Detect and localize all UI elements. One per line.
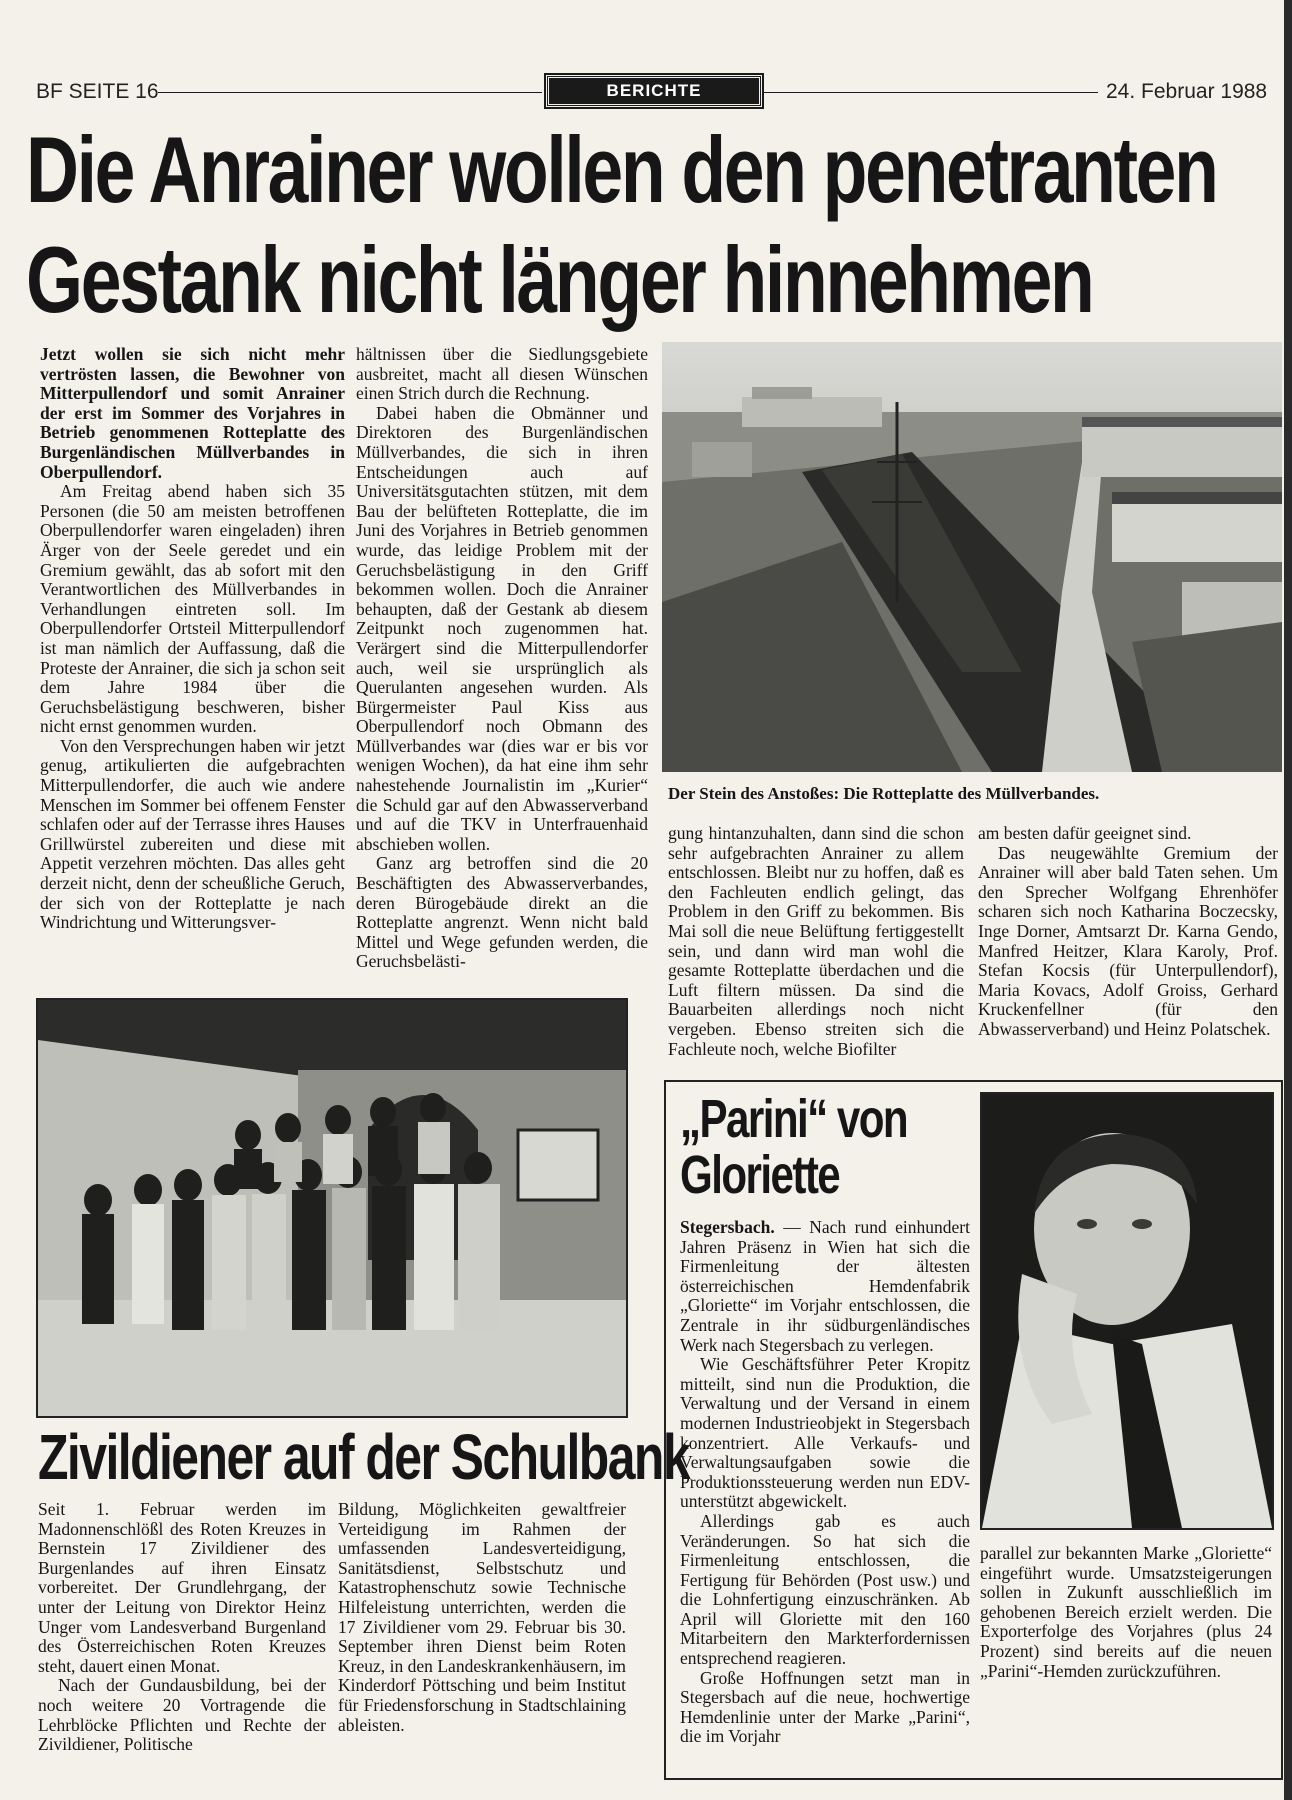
main-article-column-4 xyxy=(978,824,1278,1040)
parini-dateline: Stegersbach. xyxy=(680,1217,775,1237)
rotteplatte-photo-caption: Der Stein des Anstoßes: Die Rotteplatte des Müllverbandes. xyxy=(668,784,1100,803)
parini-portrait-photo xyxy=(980,1092,1274,1530)
zivildiener-paragraph: Bildung, Möglichkeiten gewaltfreier Verteidigung im Rahmen der umfassenden Landesverteidigung, Sanitätsdienst, Selbstschutz und Katastrophenschutz sowie Technische Hilfeleistung unterrichten, werden die 17 Zivildiener vom 29. Februar bis 30. September ihren Dienst beim Roten Kreuz, in den Landeskrankenhäusern, im Kinderdorf Pöttsching und beim Institut für Friedensforschung in Stadtschlaining ableisten. xyxy=(338,1499,626,1735)
main-article-lead: Jetzt wollen sie sich nicht mehr vertrösten lassen, die Bewohner von Mitterpullendorf und somit Anrainer der erst im Sommer des Vorjahres in Betrieb genommenen Rotteplatte des Burgenländischen Müllverbandes in Oberpullendorf. xyxy=(40,344,345,482)
rotteplatte-photo xyxy=(662,342,1282,772)
header-rule-right xyxy=(762,92,1098,93)
parini-paragraph: Große Hoffnungen setzt man in Stegersbach auf die neue, hochwertige Hemdenlinie unter der Marke „Parini“, die im Vorjahr xyxy=(680,1667,970,1747)
main-headline-line1: Die Anrainer wollen den penetranten xyxy=(26,117,1217,222)
parini-headline-line1: „Parini“ von xyxy=(680,1089,908,1149)
main-article-column-3 xyxy=(668,824,964,1059)
main-article-paragraph: Dabei haben die Obmänner und Direktoren des Burgenländischen Müllverbandes, die sich in ihren Entscheidungen auch auf Universitätsgutachten stützen, mit dem Bau der belüfteten Rotteplatte, die im Juni des Vorjahres in Betrieb genommen wurde, das leidige Problem mit der Geruchsbelästigung in den Griff bekommen wollen. Doch die Anrainer behaupten, daß der Gestank ab diesem Zeitpunkt noch zugenommen hat. Verärgert sind die Mitterpullendorfer auch, weil sie ursprünglich als Querulanten angesehen wurden. Als Bürgermeister Paul Kiss aus Oberpullendorf noch Obmann des Müllverbandes war (dies war er bis vor wenigen Wochen), da hat eine ihm sehr nahestehende Journalistin im „Kurier“ die Schuld gar auf den Abwasserverband und auf die TKV in Unterfrauenhaid abschieben wollen. xyxy=(356,402,648,854)
zivildiener-column-2 xyxy=(338,1500,626,1735)
main-article-paragraph: Von den Versprechungen haben wir jetzt genug, artikulierten die aufgebrachten Mitterpullendorfer, die auch wie andere Menschen im Sommer bei offenem Fenster schlafen oder auf der Terrasse ihres Hauses Grillwürstel zubereiten und diese mit Appetit verzehren möchten. Das alles geht derzeit nicht, denn der scheußliche Geruch, der sich von der Rotteplatte je nach Windrichtung und Witterungsver- xyxy=(40,735,345,933)
parini-paragraph: Wie Geschäftsführer Peter Kropitz mitteilt, sind nun die Produktion, die Verwaltung und der Versand in einem modernen Industrieobjekt in Stegersbach konzentriert. Alle Verkaufs- und Verwaltungsaufgaben sowie die Produktionssteuerung werden nun EDV-unterstützt abgewickelt. xyxy=(680,1354,970,1512)
zivildiener-group-photo xyxy=(36,998,628,1418)
header-rule-left xyxy=(158,92,542,93)
parini-portrait-photo-image xyxy=(982,1094,1272,1528)
page-edge xyxy=(1284,0,1292,1800)
parini-headline-line2: Gloriette xyxy=(680,1145,840,1205)
zivildiener-headline: Zivildiener auf der Schulbank xyxy=(38,1421,690,1493)
zivildiener-paragraph: Seit 1. Februar werden im Madonnenschlößl des Roten Kreuzes in Bernstein 17 Zivildiener des Burgenlandes auf ihren Einsatz vorbereitet. Der Grundlehrgang, der unter der Leitung von Direktor Heinz Unger vom Landesverband Burgenland des Österreichischen Roten Kreuzes steht, dauert einen Monat. xyxy=(38,1499,326,1676)
main-article-paragraph: hältnissen über die Siedlungsgebiete ausbreitet, macht all diesen Wünschen einen Strich durch die Rechnung. xyxy=(356,344,648,404)
zivildiener-column-1 xyxy=(38,1500,326,1755)
zivildiener-paragraph: Nach der Gundausbildung, bei der noch weitere 20 Vortragende die Lehrblöcke Pflichten und Rechte der Zivildiener, Politische xyxy=(38,1675,326,1755)
rotteplatte-photo-image xyxy=(662,342,1282,772)
main-article-paragraph: gung hintanzuhalten, dann sind die schon sehr aufgebrachten Anrainer zu allem entschlossen. Bleibt nur zu hoffen, daß es den Fachleuten endlich gelingt, das Problem in den Griff zu bekommen. Bis Mai soll die neue Belüftung fertiggestellt sein, und dann wird man wohl die gesamte Rotteplatte überdachen und die Luft filtern müssen. Da sind die Bauarbeiten allerdings noch nicht vergeben. Ebenso streiten sich die Fachleute noch, welche Biofilter xyxy=(668,823,964,1059)
parini-paragraph xyxy=(680,1218,970,1355)
issue-date: 24. Februar 1988 xyxy=(1106,80,1268,103)
parini-paragraph-text: — Nach rund einhundert Jahren Präsenz in Wien hat sich die Firmenleitung der ältesten österreichischen Hemdenfabrik „Gloriette“ im Vorjahr entschlossen, die Zentrale in ihr südburgenländisches Werk nach Stegersbach zu verlegen. xyxy=(680,1217,970,1355)
parini-paragraph: parallel zur bekannten Marke „Gloriette“ eingeführt wurde. Umsatzsteigerungen sollen in Zukunft ausschließlich im gehobenen Bereich erzielt werden. Die Exporterfolge des Vorjahres (plus 24 Prozent) sind bereits auf die neuen „Parini“-Hemden zurückzuführen. xyxy=(980,1543,1272,1681)
page-label: BF SEITE 16 xyxy=(36,80,159,103)
main-article-paragraph: Das neugewählte Gremium der Anrainer will aber bald Taten sehen. Um den Sprecher Wolfgang Ehrenhöfer scharen sich noch Katharina Boczecsky, Inge Dorner, Amtsarzt Dr. Karna Gendo, Manfred Heitzer, Klara Karoly, Prof. Stefan Kocsis (für Unterpullendorf), Maria Kovacs, Adolf Groiss, Gerhard Kruckenfellner (für den Abwasserverband) und Heinz Polatschek. xyxy=(978,842,1278,1039)
zivildiener-group-photo-image xyxy=(38,1000,626,1416)
parini-paragraph: Allerdings gab es auch Veränderungen. So hat sich die Firmenleitung entschlossen, die Fertigung für Behörden (Post usw.) und die Lohnfertigung einzuschränken. Ab April will Gloriette mit den 160 Mitarbeitern den Markterfordernissen entsprechend reagieren. xyxy=(680,1510,970,1669)
main-headline-line2: Gestank nicht länger hinnehmen xyxy=(26,227,1093,332)
main-article-paragraph: Am Freitag abend haben sich 35 Personen (die 50 am meisten betroffenen Oberpullendorfer waren eingeladen) ihren Ärger von der Seele geredet und ein Gremium gewählt, das ab sofort mit den Verantwortlichen des Müllverbandes in Verhandlungen eintreten soll. Im Oberpullendorfer Ortsteil Mitterpullendorf ist man nämlich der Auffassung, daß die Proteste der Anrainer, die sich ja schon seit dem Jahre 1984 über die Geruchsbelästigung beschweren, bisher nicht ernst genommen wurden. xyxy=(40,481,345,737)
main-article-column-2 xyxy=(356,345,648,972)
parini-column-2 xyxy=(980,1544,1272,1681)
section-badge: BERICHTE xyxy=(546,75,762,107)
main-article-column-1 xyxy=(40,345,345,933)
parini-column-1 xyxy=(680,1218,970,1747)
main-article-paragraph: Ganz arg betroffen sind die 20 Beschäftigten des Abwasserverbandes, deren Bürogebäude direkt an die Rotteplatte angrenzt. Wenn nicht bald Mittel und Wege gefunden werden, die Geruchsbelästi- xyxy=(356,853,648,972)
main-article-paragraph: am besten dafür geeignet sind. xyxy=(978,823,1192,843)
